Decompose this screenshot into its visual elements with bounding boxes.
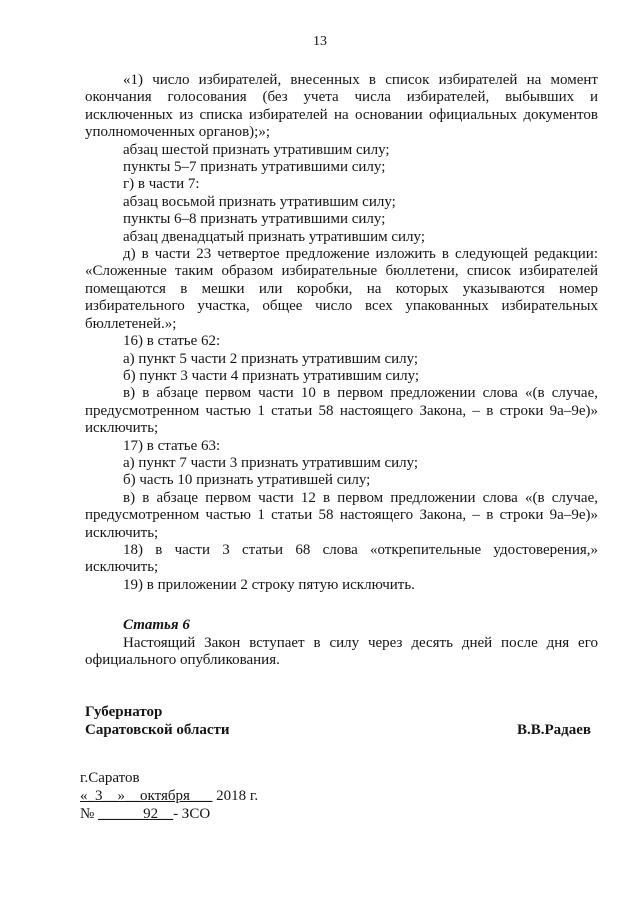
paragraph: б) часть 10 признать утратившей силу; xyxy=(123,472,371,489)
date-line xyxy=(80,787,258,805)
paragraph: абзац восьмой признать утратившим силу; xyxy=(123,193,396,210)
paragraph: 18) в части 3 статьи 68 слова «открепительные удостоверения,» исключить; xyxy=(85,541,598,576)
spacer xyxy=(85,594,598,617)
paragraph: 17) в статье 63: xyxy=(123,437,221,454)
date-month: __октября___ xyxy=(125,788,213,804)
date-close-quote: » xyxy=(117,788,125,804)
signatory-region: Саратовской области xyxy=(85,722,230,738)
article-title: Статья 6 xyxy=(123,617,190,634)
paragraph: абзац двенадцатый признать утратившим силу; xyxy=(123,228,426,245)
paragraph: г) в части 7: xyxy=(123,176,200,193)
paragraph: абзац шестой признать утратившим силу; xyxy=(123,141,390,158)
article-text: Настоящий Закон вступает в силу через десять дней после дня его официального опубликования. xyxy=(85,634,598,668)
date-open-quote: « xyxy=(80,788,88,804)
signature-block xyxy=(85,703,598,739)
page-number: 13 xyxy=(313,34,327,49)
paragraph: пункты 6–8 признать утратившими силу; xyxy=(123,211,386,228)
paragraph: а) пункт 5 части 2 признать утратившим силу; xyxy=(123,350,419,367)
date-day: _3__ xyxy=(87,788,118,804)
paragraph: б) пункт 3 части 4 признать утратившим силу; xyxy=(123,367,420,384)
number-line xyxy=(80,805,258,823)
paragraph: в) в абзаце первом части 10 в первом предложении слова «(в случае, предусмотренном частью 1 статьи 58 настоящего Закона, – в строки 9а–9е)» исключить; xyxy=(85,385,598,437)
paragraph: 19) в приложении 2 строку пятую исключить. xyxy=(123,576,415,593)
number-prefix: № xyxy=(80,806,99,822)
paragraph: а) пункт 7 части 3 признать утратившим силу; xyxy=(123,454,419,471)
paragraph: 16) в статье 62: xyxy=(123,333,221,350)
document-footer xyxy=(80,769,258,823)
paragraph: в) в абзаце первом части 12 в первом предложении слова «(в случае, предусмотренном частью 1 статьи 58 настоящего Закона, – в строки 9а–9е)» исключить; xyxy=(85,489,598,541)
document-body xyxy=(85,72,598,669)
law-number: ______92__ xyxy=(98,806,174,822)
signatory-position: Губернатор xyxy=(85,704,163,720)
paragraph: д) в части 23 четвертое предложение изложить в следующей редакции: «Сложенные таким образом избирательные бюллетени, список избирателей помещаются в мешки или коробки, на которых указываются номер избирательного участка, общее число всех упакованных избирательных бюллетеней.»; xyxy=(85,246,598,332)
paragraph: пункты 5–7 признать утратившими силу; xyxy=(123,159,386,176)
date-year: 2018 г. xyxy=(212,788,259,804)
city: г.Саратов xyxy=(80,770,140,786)
paragraph: «1) число избирателей, внесенных в список избирателей на момент окончания голосования (без учета числа избирателей, выбывших и исключенных из списка избирателей на основании официальных документов уполномоченных органов);»; xyxy=(85,72,598,141)
number-suffix: - ЗСО xyxy=(173,806,211,822)
signatory-name: В.В.Радаев xyxy=(516,722,591,738)
